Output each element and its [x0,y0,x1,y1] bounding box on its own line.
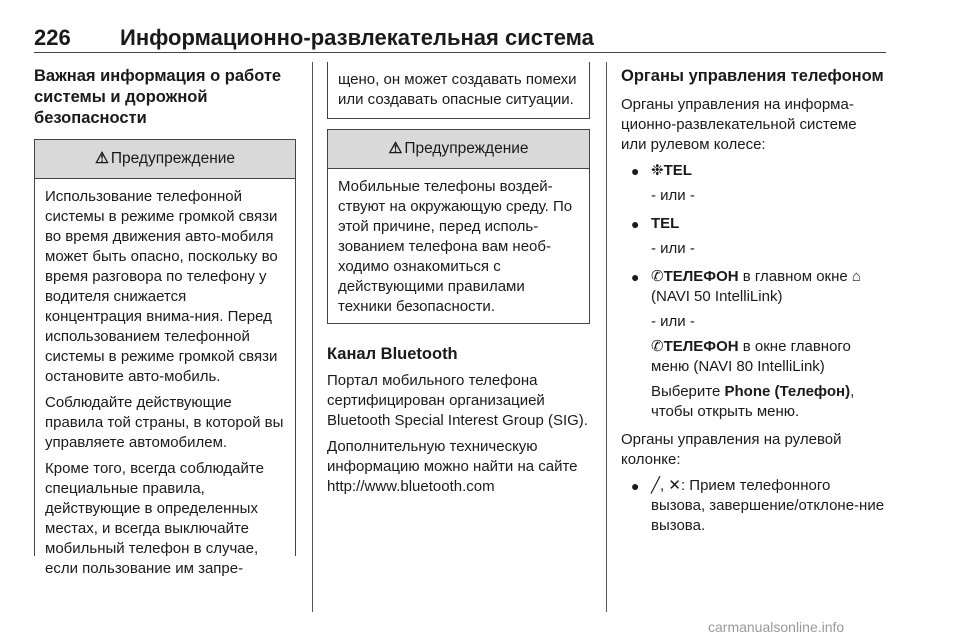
warning-triangle-icon: ⚠ [94,150,109,167]
bluetooth-paragraph: Портал мобильного телефона сертифицирован организацией Bluetooth Special Interest Group (SIG). [327,372,588,429]
page-header [34,22,886,53]
phone-menu-line [651,337,886,377]
warning-title: Предупреждение [110,150,236,167]
controls-intro: Органы управления на информа-ционно-развлекательной системе или рулевом колесе: [621,96,857,153]
tel-label: TEL [663,162,692,179]
home-icon: ⌂ [851,268,861,285]
phone-menu-desc: в окне главного меню (NAVI 80 IntelliLink) [651,338,851,375]
phone-label: ТЕЛЕФОН [663,268,739,285]
warning-title: Предупреждение [404,140,529,157]
column-3 [621,62,886,544]
page-number: 226 [34,25,71,50]
page-title: Информационно-развлекательная система [120,25,594,50]
bullet-icon: ● [631,163,640,179]
warning-header [35,140,295,179]
section-heading-bluetooth: Канал Bluetooth [327,345,458,363]
phone-desc: в главном окне [738,268,852,285]
list-item: ● ╱, ✕: Прием телефонного вызова, завершение/отклоне-ние вызова. [631,477,885,534]
list-item [621,214,886,259]
or-separator: - или - [651,240,695,257]
phone-rotary-icon: ❉ [651,162,664,179]
warning-triangle-icon: ⚠ [388,140,403,157]
phone-label: ТЕЛЕФОН [663,338,739,355]
section-heading-phone-controls: Органы управления телефоном [621,67,884,85]
list-item [621,161,886,206]
or-separator: - или - [651,187,695,204]
phone-handset-icon: ✆ [651,268,664,285]
phone-menu-label: Phone (Телефон) [724,383,851,400]
bullet-icon: ● [631,216,640,232]
watermark: carmanualsonline.info [708,619,845,635]
wheel-controls-intro: Органы управления на рулевой колонке: [621,431,842,468]
tel-label: TEL [651,215,680,232]
warning-paragraph: Соблюдайте действующие правила той страны, в которой вы управляете автомобилем. [45,394,284,451]
phone-handset-icon: ✆ [651,338,664,355]
warning-body [35,179,295,591]
wheel-controls-list [621,476,886,536]
warning-box-continued [327,62,590,119]
bluetooth-paragraph: Дополнительную техническую информацию можно найти на сайте http://www.bluetooth.com [327,438,578,495]
call-end-icon: ✕ [668,477,681,494]
or-separator: - или - [651,313,695,330]
column-divider [312,62,313,612]
warning-paragraph: Кроме того, всегда соблюдайте специальные правила, действующие в определенных местах, и всегда выключайте мобильный телефон в случае, если пользование им запре- [45,460,264,577]
controls-list [621,161,886,422]
call-answer-icon: ╱ [651,477,661,494]
list-item [621,267,886,422]
bullet-icon: ● [631,269,640,285]
warning-paragraph: Мобильные телефоны воздей-ствуют на окружающую среду. По этой причине, перед исполь-зованием телефона вам необ-ходимо ознакомиться с действующими правилами техники безопасности. [338,178,573,315]
select-pre: Выберите [651,383,725,400]
warning-continued-text: щено, он может создавать помехи или создавать опасные ситуации. [338,71,577,108]
select-post: , чтобы открыть меню. [651,383,855,420]
wheel-item-text: : Прием телефонного вызова, завершение/отклоне-ние вызова. [651,477,885,534]
bullet-icon: ● [631,478,640,494]
model-note: (NAVI 50 IntelliLink) [651,288,783,305]
warning-header [328,130,589,169]
warning-paragraph: Использование телефонной системы в режиме громкой связи во время движения авто-мобиля может быть опасно, поскольку во время разговора по телефону у водителя снижается концентрация внима-ния. Перед использованием телефонной системы в режиме громкой связи остановите авто-мобиль. [45,188,278,385]
column-divider [606,62,607,612]
select-phone-line [651,382,886,422]
warning-box [327,129,590,324]
column-2 [327,62,590,503]
column-1 [34,62,296,577]
warning-body [328,169,589,323]
section-heading-safety: Важная информация о работе системы и дорожной безопасности [34,67,282,127]
warning-box [34,139,296,577]
